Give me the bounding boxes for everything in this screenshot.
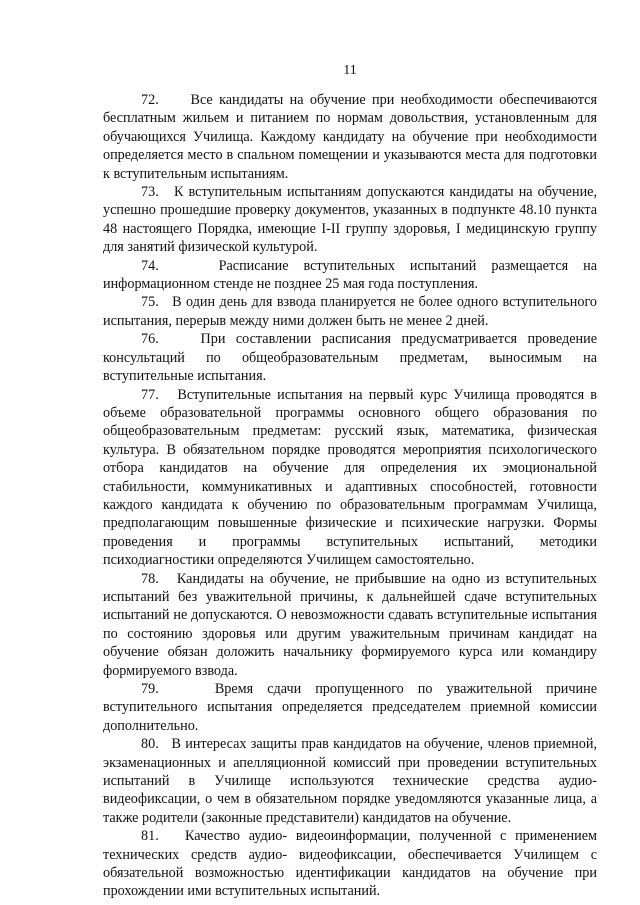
paragraph-number: 78. <box>141 570 159 587</box>
paragraph-number: 76. <box>141 331 159 348</box>
paragraph-number: 80. <box>141 736 159 753</box>
paragraph-text: Качество аудио- видеоинформации, полученной с применением технических средств аудио- видеофиксации, обеспечивается Училищем с обязательной возможностью идентификации кандидатов на обучение при прохождении ими вступительных испытаний. <box>103 828 597 900</box>
paragraph-73 <box>103 183 597 257</box>
paragraph-number: 72. <box>141 92 159 108</box>
paragraph-80 <box>103 735 597 827</box>
paragraph-number: 77. <box>141 386 159 403</box>
paragraph-75 <box>103 293 597 330</box>
paragraph-text: Все кандидаты на обучение при необходимости обеспечиваются бесплатным жильем и питанием по нормам довольствия, установленным для обучающихся Училища. Каждому кандидату на обучение при необходимости определяется место в спальном помещении и указываются места для подготовки к вступительным испытаниям. <box>103 92 597 182</box>
paragraph-text: Расписание вступительных испытаний размещается на информационном стенде не позднее 25 мая года поступления. <box>103 257 598 293</box>
paragraph-74 <box>103 257 597 294</box>
paragraph-text: К вступительным испытаниям допускаются кандидаты на обучение, успешно прошедшие проверку документов, указанных в подпункте 48.10 пункта 48 настоящего Порядка, имеющие I-II группу здоровья, I медицинскую группу для занятий физической культурой. <box>103 184 598 256</box>
paragraph-number: 81. <box>141 828 159 845</box>
paragraph-number: 79. <box>141 681 159 697</box>
paragraph-text: В интересах защиты прав кандидатов на обучение, членов приемной, экзаменационных и апелляционной комиссий при проведении вступительных испытаний в Училище используются технические средства аудио-видеофиксации, о чем в обязательном порядке уведомляются указанные лица, а также родители (законные представители) кандидатов на обучение. <box>103 736 597 826</box>
paragraph-79 <box>103 680 597 735</box>
paragraph-text: Кандидаты на обучение, не прибывшие на одно из вступительных испытаний без уважительной причины, к дальнейшей сдаче вступительных испытаний не допускаются. О невозможности сдавать вступительные испытания по состоянию здоровья или другим уважительным причинам кандидат на обучение обязан доложить начальнику формируемого курса или командиру формируемого взвода. <box>103 570 598 679</box>
paragraph-number: 73. <box>141 184 159 201</box>
paragraph-text: Вступительные испытания на первый курс Училища проводятся в объеме образовательной программы основного общего образования по общеобразовательным предметам: русский язык, математика, физическая культура. В обязательном порядке проводятся мероприятия психологического отбора кандидатов на обучение для определения их эмоциональной стабильности, коммуникативных и адаптивных способностей, готовности каждого кандидата к обучению по образовательным программам Училища, предполагающим повышенные физические и психические нагрузки. Формы проведения и программы вступительных испытаний, методики психодиагностики определяются Училищем самостоятельно. <box>103 386 598 569</box>
page-number: 11 <box>343 63 357 78</box>
paragraph-76 <box>103 330 597 385</box>
paragraph-78 <box>103 570 597 680</box>
document-body <box>103 91 597 901</box>
paragraph-81 <box>103 827 597 901</box>
paragraph-text: В один день для взвода планируется не более одного вступительного испытания, перерыв между ними должен быть не менее 2 дней. <box>103 294 598 329</box>
paragraph-77 <box>103 386 597 570</box>
paragraph-72 <box>103 91 597 183</box>
paragraph-text: При составлении расписания предусматривается проведение консультаций по общеобразовательным предметам, выносимым на вступительные испытания. <box>103 331 598 385</box>
paragraph-text: Время сдачи пропущенного по уважительной причине вступительного испытания определяется председателем приемной комиссии дополнительно. <box>103 681 598 734</box>
paragraph-number: 75. <box>141 294 159 311</box>
paragraph-number: 74. <box>141 257 159 274</box>
